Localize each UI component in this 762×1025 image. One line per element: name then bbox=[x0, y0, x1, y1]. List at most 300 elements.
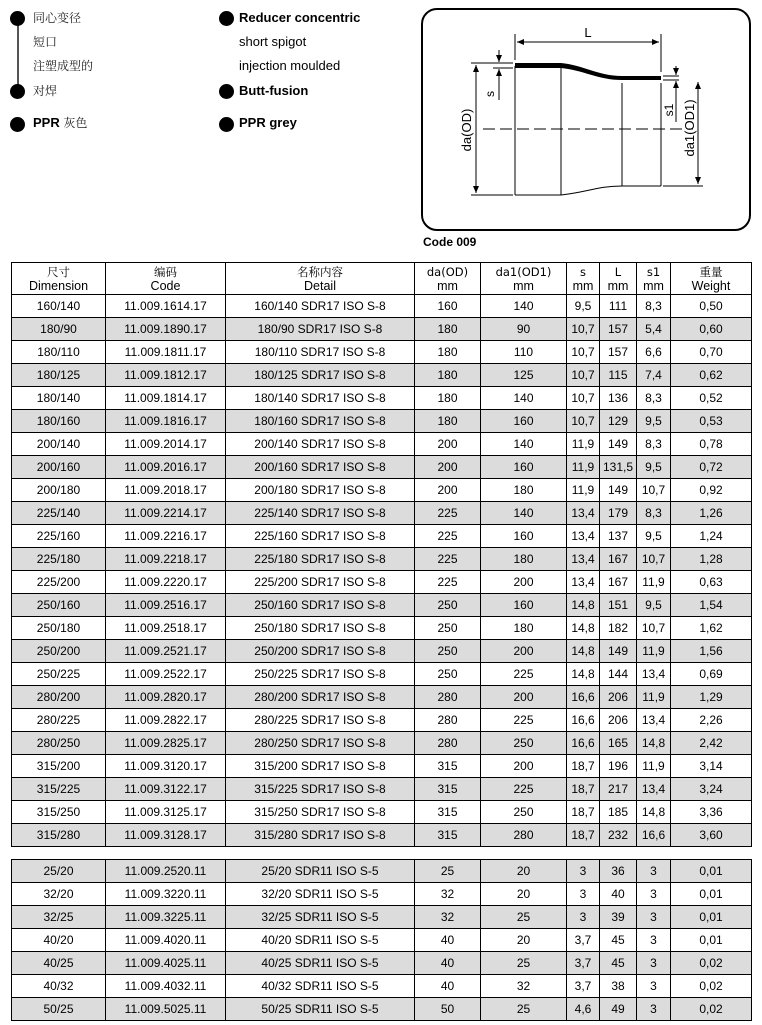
table-cell: 225 bbox=[481, 778, 567, 801]
table-cell: 18,7 bbox=[567, 824, 600, 847]
table-cell: 200 bbox=[415, 479, 481, 502]
column-header-bottom: mm bbox=[572, 278, 594, 293]
table-cell: 40/25 bbox=[12, 952, 106, 975]
table-cell: 11,9 bbox=[637, 686, 671, 709]
table-cell: 225/140 SDR17 ISO S-8 bbox=[226, 502, 415, 525]
table-cell: 25 bbox=[481, 952, 567, 975]
table-cell: 280/225 bbox=[12, 709, 106, 732]
column-header bbox=[415, 263, 481, 295]
table-cell: 160 bbox=[481, 410, 567, 433]
table-cell: 11.009.4025.11 bbox=[106, 952, 226, 975]
table-cell: 1,29 bbox=[671, 686, 752, 709]
column-header bbox=[567, 263, 600, 295]
table-cell: 200/180 SDR17 ISO S-8 bbox=[226, 479, 415, 502]
column-header-bottom: Dimension bbox=[28, 278, 89, 293]
column-header-bottom: Detail bbox=[304, 278, 336, 293]
table-cell: 11,9 bbox=[567, 433, 600, 456]
column-header bbox=[481, 263, 567, 295]
table-cell: 11.009.2016.17 bbox=[106, 456, 226, 479]
table-cell: 111 bbox=[600, 295, 637, 318]
table-cell: 179 bbox=[600, 502, 637, 525]
table-cell: 18,7 bbox=[567, 801, 600, 824]
table-cell: 20 bbox=[481, 860, 567, 883]
table-cell: 11.009.2518.17 bbox=[106, 617, 226, 640]
column-header-top: da(OD) bbox=[426, 264, 469, 279]
column-header-top: 名称内容 bbox=[297, 264, 343, 279]
table-cell: 250/225 SDR17 ISO S-8 bbox=[226, 663, 415, 686]
table-cell: 0,02 bbox=[671, 952, 752, 975]
table-cell: 36 bbox=[600, 860, 637, 883]
table-cell: 16,6 bbox=[567, 686, 600, 709]
table-row bbox=[12, 755, 752, 778]
table-cell: 180 bbox=[415, 341, 481, 364]
table-cell: 180 bbox=[481, 548, 567, 571]
table-cell: 11,9 bbox=[637, 640, 671, 663]
table-cell: 13,4 bbox=[567, 502, 600, 525]
table-cell: 250/180 bbox=[12, 617, 106, 640]
table-cell: 149 bbox=[600, 479, 637, 502]
drawing-code-caption: Code 009 bbox=[423, 235, 477, 249]
column-header-bottom: mm bbox=[513, 278, 534, 293]
table-cell: 315 bbox=[415, 755, 481, 778]
table-cell: 200 bbox=[481, 755, 567, 778]
table-cell: 0,50 bbox=[671, 295, 752, 318]
table-cell: 11.009.3220.11 bbox=[106, 883, 226, 906]
column-header bbox=[671, 263, 752, 295]
table-cell: 20 bbox=[481, 883, 567, 906]
table-cell: 45 bbox=[600, 952, 637, 975]
table-cell: 11,9 bbox=[567, 479, 600, 502]
table-cell: 11.009.3120.17 bbox=[106, 755, 226, 778]
table-cell: 0,78 bbox=[671, 433, 752, 456]
table-cell: 13,4 bbox=[637, 663, 671, 686]
table-cell: 50/25 SDR11 ISO S-5 bbox=[226, 998, 415, 1021]
table-row bbox=[12, 778, 752, 801]
table-cell: 10,7 bbox=[637, 548, 671, 571]
table-cell: 250/225 bbox=[12, 663, 106, 686]
table-cell: 0,02 bbox=[671, 975, 752, 998]
column-header-bottom: Code bbox=[150, 278, 181, 293]
table-cell: 3,7 bbox=[567, 952, 600, 975]
table-cell: 3,7 bbox=[567, 975, 600, 998]
properties-connector-line bbox=[17, 15, 19, 93]
table-cell: 11.009.2521.17 bbox=[106, 640, 226, 663]
table-cell: 180/160 SDR17 ISO S-8 bbox=[226, 410, 415, 433]
table-cell: 200 bbox=[481, 571, 567, 594]
table-cell: 11.009.4020.11 bbox=[106, 929, 226, 952]
table-cell: 8,3 bbox=[637, 387, 671, 410]
table-cell: 38 bbox=[600, 975, 637, 998]
table-cell: 11.009.1614.17 bbox=[106, 295, 226, 318]
table-cell: 16,6 bbox=[567, 709, 600, 732]
table-cell: 3 bbox=[567, 906, 600, 929]
table-cell: 1,26 bbox=[671, 502, 752, 525]
table-cell: 3,36 bbox=[671, 801, 752, 824]
table-cell: 7,4 bbox=[637, 364, 671, 387]
table-cell: 25 bbox=[481, 998, 567, 1021]
table-cell: 25/20 SDR11 ISO S-5 bbox=[226, 860, 415, 883]
table-cell: 182 bbox=[600, 617, 637, 640]
table-cell: 180/90 bbox=[12, 318, 106, 341]
table-row bbox=[12, 387, 752, 410]
table-cell: 225 bbox=[415, 571, 481, 594]
table-row bbox=[12, 617, 752, 640]
table-cell: 0,52 bbox=[671, 387, 752, 410]
table-row bbox=[12, 640, 752, 663]
property-en-material: PPR grey bbox=[239, 115, 297, 130]
table-cell: 250 bbox=[415, 663, 481, 686]
table-cell: 1,62 bbox=[671, 617, 752, 640]
table-cell: 11.009.5025.11 bbox=[106, 998, 226, 1021]
table-cell: 0,01 bbox=[671, 906, 752, 929]
table-cell: 11.009.1811.17 bbox=[106, 341, 226, 364]
table-cell: 165 bbox=[600, 732, 637, 755]
table-cell: 11.009.1814.17 bbox=[106, 387, 226, 410]
table-cell: 160/140 bbox=[12, 295, 106, 318]
column-header-top: s bbox=[580, 264, 586, 279]
table-cell: 11.009.3125.17 bbox=[106, 801, 226, 824]
table-cell: 0,72 bbox=[671, 456, 752, 479]
table-cell: 9,5 bbox=[637, 594, 671, 617]
table-cell: 25/20 bbox=[12, 860, 106, 883]
table-cell: 11.009.1812.17 bbox=[106, 364, 226, 387]
table-cell: 225 bbox=[415, 502, 481, 525]
table-cell: 315/200 bbox=[12, 755, 106, 778]
table-cell: 3 bbox=[637, 998, 671, 1021]
reducer-technical-drawing bbox=[421, 8, 751, 231]
table-cell: 140 bbox=[481, 433, 567, 456]
property-cn-injection: 注塑成型的 bbox=[33, 59, 94, 73]
table-cell: 11.009.2516.17 bbox=[106, 594, 226, 617]
table-cell: 50 bbox=[415, 998, 481, 1021]
table-cell: 315/250 bbox=[12, 801, 106, 824]
table-cell: 0,63 bbox=[671, 571, 752, 594]
property-cn-short-spigot: 短口 bbox=[33, 35, 58, 49]
table-cell: 315/280 bbox=[12, 824, 106, 847]
table-cell: 250/200 SDR17 ISO S-8 bbox=[226, 640, 415, 663]
table-row bbox=[12, 318, 752, 341]
table-row bbox=[12, 571, 752, 594]
table-cell: 0,62 bbox=[671, 364, 752, 387]
bullet-icon bbox=[10, 84, 25, 99]
table-cell: 11.009.1816.17 bbox=[106, 410, 226, 433]
table-cell: 180/110 bbox=[12, 341, 106, 364]
column-header-bottom: mm bbox=[607, 278, 629, 293]
table-cell: 280/250 bbox=[12, 732, 106, 755]
table-cell: 16,6 bbox=[637, 824, 671, 847]
table-cell: 13,4 bbox=[567, 571, 600, 594]
table-cell: 206 bbox=[600, 709, 637, 732]
property-en-short-spigot: short spigot bbox=[239, 34, 307, 49]
property-en-injection: injection moulded bbox=[239, 58, 341, 73]
table-row bbox=[12, 364, 752, 387]
table-cell: 32/25 SDR11 ISO S-5 bbox=[226, 906, 415, 929]
property-en-butt-fusion: Butt-fusion bbox=[239, 83, 309, 98]
product-properties bbox=[0, 0, 410, 140]
table-cell: 3,60 bbox=[671, 824, 752, 847]
table-cell: 9,5 bbox=[637, 410, 671, 433]
table-row bbox=[12, 502, 752, 525]
material-name: PPR bbox=[33, 115, 60, 130]
table-cell: 131,5 bbox=[600, 456, 637, 479]
table-body bbox=[12, 295, 752, 1021]
table-cell: 32/20 bbox=[12, 883, 106, 906]
bullet-icon bbox=[10, 117, 25, 132]
table-cell: 225 bbox=[415, 548, 481, 571]
table-cell: 10,7 bbox=[567, 318, 600, 341]
table-group-separator bbox=[12, 847, 752, 860]
table-cell: 1,28 bbox=[671, 548, 752, 571]
table-cell: 40/20 SDR11 ISO S-5 bbox=[226, 929, 415, 952]
table-cell: 151 bbox=[600, 594, 637, 617]
table-cell: 11.009.2018.17 bbox=[106, 479, 226, 502]
table-cell: 11.009.2522.17 bbox=[106, 663, 226, 686]
table-cell: 200/180 bbox=[12, 479, 106, 502]
table-cell: 10,7 bbox=[567, 341, 600, 364]
table-cell: 136 bbox=[600, 387, 637, 410]
table-cell: 40/25 SDR11 ISO S-5 bbox=[226, 952, 415, 975]
table-cell: 217 bbox=[600, 778, 637, 801]
table-cell: 180/110 SDR17 ISO S-8 bbox=[226, 341, 415, 364]
column-header bbox=[12, 263, 106, 295]
table-cell: 315/250 SDR17 ISO S-8 bbox=[226, 801, 415, 824]
table-cell: 250/160 bbox=[12, 594, 106, 617]
table-cell: 200/140 bbox=[12, 433, 106, 456]
table-cell: 280/250 SDR17 ISO S-8 bbox=[226, 732, 415, 755]
table-cell: 250 bbox=[481, 801, 567, 824]
table-cell: 2,42 bbox=[671, 732, 752, 755]
table-cell: 110 bbox=[481, 341, 567, 364]
table-cell: 180/160 bbox=[12, 410, 106, 433]
table-cell: 11.009.3128.17 bbox=[106, 824, 226, 847]
reducer-spec-table bbox=[11, 262, 752, 1021]
table-row bbox=[12, 479, 752, 502]
table-cell: 14,8 bbox=[567, 663, 600, 686]
table-cell: 3,24 bbox=[671, 778, 752, 801]
table-cell: 11.009.2014.17 bbox=[106, 433, 226, 456]
table-cell: 225/160 SDR17 ISO S-8 bbox=[226, 525, 415, 548]
table-cell: 9,5 bbox=[637, 456, 671, 479]
property-cn-material bbox=[33, 115, 87, 131]
table-row bbox=[12, 433, 752, 456]
table-cell: 14,8 bbox=[637, 732, 671, 755]
table-cell: 3 bbox=[567, 883, 600, 906]
column-header-bottom: mm bbox=[643, 278, 664, 293]
bullet-icon bbox=[219, 84, 234, 99]
table-cell: 315 bbox=[415, 801, 481, 824]
table-cell: 16,6 bbox=[567, 732, 600, 755]
table-row bbox=[12, 663, 752, 686]
table-cell: 11,9 bbox=[567, 456, 600, 479]
table-cell: 250/180 SDR17 ISO S-8 bbox=[226, 617, 415, 640]
table-cell: 8,3 bbox=[637, 295, 671, 318]
table-cell: 280 bbox=[415, 686, 481, 709]
table-cell: 3,14 bbox=[671, 755, 752, 778]
table-cell: 4,6 bbox=[567, 998, 600, 1021]
table-cell: 0,53 bbox=[671, 410, 752, 433]
table-cell: 250/200 bbox=[12, 640, 106, 663]
table-cell: 3 bbox=[637, 906, 671, 929]
table-cell: 13,4 bbox=[567, 548, 600, 571]
column-header bbox=[226, 263, 415, 295]
table-row bbox=[12, 883, 752, 906]
table-cell: 167 bbox=[600, 548, 637, 571]
table-cell: 40/20 bbox=[12, 929, 106, 952]
table-cell: 11.009.3225.11 bbox=[106, 906, 226, 929]
table-cell: 140 bbox=[481, 387, 567, 410]
table-cell: 5,4 bbox=[637, 318, 671, 341]
table-cell: 280 bbox=[415, 709, 481, 732]
table-cell: 11.009.2820.17 bbox=[106, 686, 226, 709]
table-cell: 40 bbox=[600, 883, 637, 906]
table-cell: 40 bbox=[415, 929, 481, 952]
table-row bbox=[12, 341, 752, 364]
table-cell: 225/200 SDR17 ISO S-8 bbox=[226, 571, 415, 594]
table-cell: 32 bbox=[481, 975, 567, 998]
table-cell: 250 bbox=[481, 732, 567, 755]
separator-cell bbox=[12, 847, 752, 860]
table-cell: 160/140 SDR17 ISO S-8 bbox=[226, 295, 415, 318]
column-header bbox=[600, 263, 637, 295]
table-cell: 11.009.1890.17 bbox=[106, 318, 226, 341]
table-cell: 11.009.2220.17 bbox=[106, 571, 226, 594]
table-cell: 250/160 SDR17 ISO S-8 bbox=[226, 594, 415, 617]
table-cell: 157 bbox=[600, 318, 637, 341]
table-cell: 11.009.2216.17 bbox=[106, 525, 226, 548]
table-row bbox=[12, 732, 752, 755]
table-cell: 140 bbox=[481, 295, 567, 318]
bullet-icon bbox=[219, 11, 234, 26]
bullet-icon bbox=[219, 117, 234, 132]
table-cell: 3 bbox=[567, 860, 600, 883]
table-cell: 315 bbox=[415, 824, 481, 847]
table-cell: 11.009.4032.11 bbox=[106, 975, 226, 998]
table-cell: 49 bbox=[600, 998, 637, 1021]
dimension-label-da: da(OD) bbox=[459, 108, 474, 152]
table-row bbox=[12, 929, 752, 952]
column-header bbox=[106, 263, 226, 295]
table-cell: 3 bbox=[637, 929, 671, 952]
dimension-label-da1: da1(OD1) bbox=[682, 99, 697, 157]
table-cell: 0,01 bbox=[671, 860, 752, 883]
table-cell: 11,9 bbox=[637, 571, 671, 594]
table-row bbox=[12, 594, 752, 617]
table-cell: 196 bbox=[600, 755, 637, 778]
table-cell: 9,5 bbox=[637, 525, 671, 548]
table-cell: 125 bbox=[481, 364, 567, 387]
table-cell: 0,02 bbox=[671, 998, 752, 1021]
table-cell: 160 bbox=[481, 525, 567, 548]
table-cell: 40 bbox=[415, 952, 481, 975]
table-cell: 250 bbox=[415, 594, 481, 617]
table-cell: 200 bbox=[481, 640, 567, 663]
table-cell: 13,4 bbox=[567, 525, 600, 548]
table-cell: 3 bbox=[637, 952, 671, 975]
table-cell: 20 bbox=[481, 929, 567, 952]
table-cell: 11.009.3122.17 bbox=[106, 778, 226, 801]
table-cell: 315 bbox=[415, 778, 481, 801]
column-header-top: s1 bbox=[646, 264, 661, 279]
table-cell: 9,5 bbox=[567, 295, 600, 318]
table-cell: 140 bbox=[481, 502, 567, 525]
table-row bbox=[12, 295, 752, 318]
table-cell: 232 bbox=[600, 824, 637, 847]
table-cell: 200 bbox=[415, 433, 481, 456]
table-cell: 0,92 bbox=[671, 479, 752, 502]
table-cell: 225 bbox=[415, 525, 481, 548]
column-header bbox=[637, 263, 671, 295]
table-cell: 200/160 bbox=[12, 456, 106, 479]
table-cell: 160 bbox=[481, 456, 567, 479]
table-cell: 10,7 bbox=[637, 479, 671, 502]
table-cell: 180/140 bbox=[12, 387, 106, 410]
table-cell: 25 bbox=[415, 860, 481, 883]
table-cell: 0,01 bbox=[671, 883, 752, 906]
table-cell: 180/125 SDR17 ISO S-8 bbox=[226, 364, 415, 387]
table-cell: 14,8 bbox=[567, 594, 600, 617]
table-cell: 10,7 bbox=[567, 387, 600, 410]
table-cell: 280 bbox=[481, 824, 567, 847]
table-cell: 225/160 bbox=[12, 525, 106, 548]
table-cell: 180 bbox=[481, 617, 567, 640]
table-row bbox=[12, 456, 752, 479]
table-cell: 180/140 SDR17 ISO S-8 bbox=[226, 387, 415, 410]
table-cell: 144 bbox=[600, 663, 637, 686]
table-cell: 180 bbox=[415, 410, 481, 433]
table-cell: 2,26 bbox=[671, 709, 752, 732]
table-cell: 18,7 bbox=[567, 755, 600, 778]
table-cell: 315/225 SDR17 ISO S-8 bbox=[226, 778, 415, 801]
table-cell: 6,6 bbox=[637, 341, 671, 364]
table-cell: 250 bbox=[415, 640, 481, 663]
table-cell: 200 bbox=[481, 686, 567, 709]
table-cell: 180 bbox=[415, 387, 481, 410]
table-cell: 8,3 bbox=[637, 502, 671, 525]
table-cell: 13,4 bbox=[637, 778, 671, 801]
table-cell: 32 bbox=[415, 883, 481, 906]
table-cell: 280 bbox=[415, 732, 481, 755]
property-cn-butt-fusion: 对焊 bbox=[33, 84, 58, 98]
table-header-row bbox=[12, 263, 752, 295]
table-row bbox=[12, 998, 752, 1021]
table-cell: 40/32 SDR11 ISO S-5 bbox=[226, 975, 415, 998]
column-header-top: da1(OD1) bbox=[495, 264, 552, 279]
table-cell: 14,8 bbox=[567, 617, 600, 640]
column-header-bottom: Weight bbox=[691, 278, 731, 293]
reducer-drawing-svg bbox=[423, 10, 749, 229]
table-cell: 90 bbox=[481, 318, 567, 341]
table-cell: 11.009.2214.17 bbox=[106, 502, 226, 525]
table-cell: 315/280 SDR17 ISO S-8 bbox=[226, 824, 415, 847]
table-cell: 225 bbox=[481, 663, 567, 686]
table-cell: 280/200 bbox=[12, 686, 106, 709]
table-row bbox=[12, 975, 752, 998]
table-cell: 115 bbox=[600, 364, 637, 387]
dimension-label-s: s bbox=[483, 91, 497, 97]
table-cell: 0,69 bbox=[671, 663, 752, 686]
property-cn-reducer: 同心变径 bbox=[33, 11, 82, 25]
table-cell: 206 bbox=[600, 686, 637, 709]
table-cell: 32 bbox=[415, 906, 481, 929]
table-cell: 40/32 bbox=[12, 975, 106, 998]
table-cell: 200/160 SDR17 ISO S-8 bbox=[226, 456, 415, 479]
table-cell: 180 bbox=[481, 479, 567, 502]
table-row bbox=[12, 548, 752, 571]
table-cell: 39 bbox=[600, 906, 637, 929]
column-header-top: 重量 bbox=[699, 264, 723, 279]
table-cell: 40 bbox=[415, 975, 481, 998]
table-row bbox=[12, 686, 752, 709]
